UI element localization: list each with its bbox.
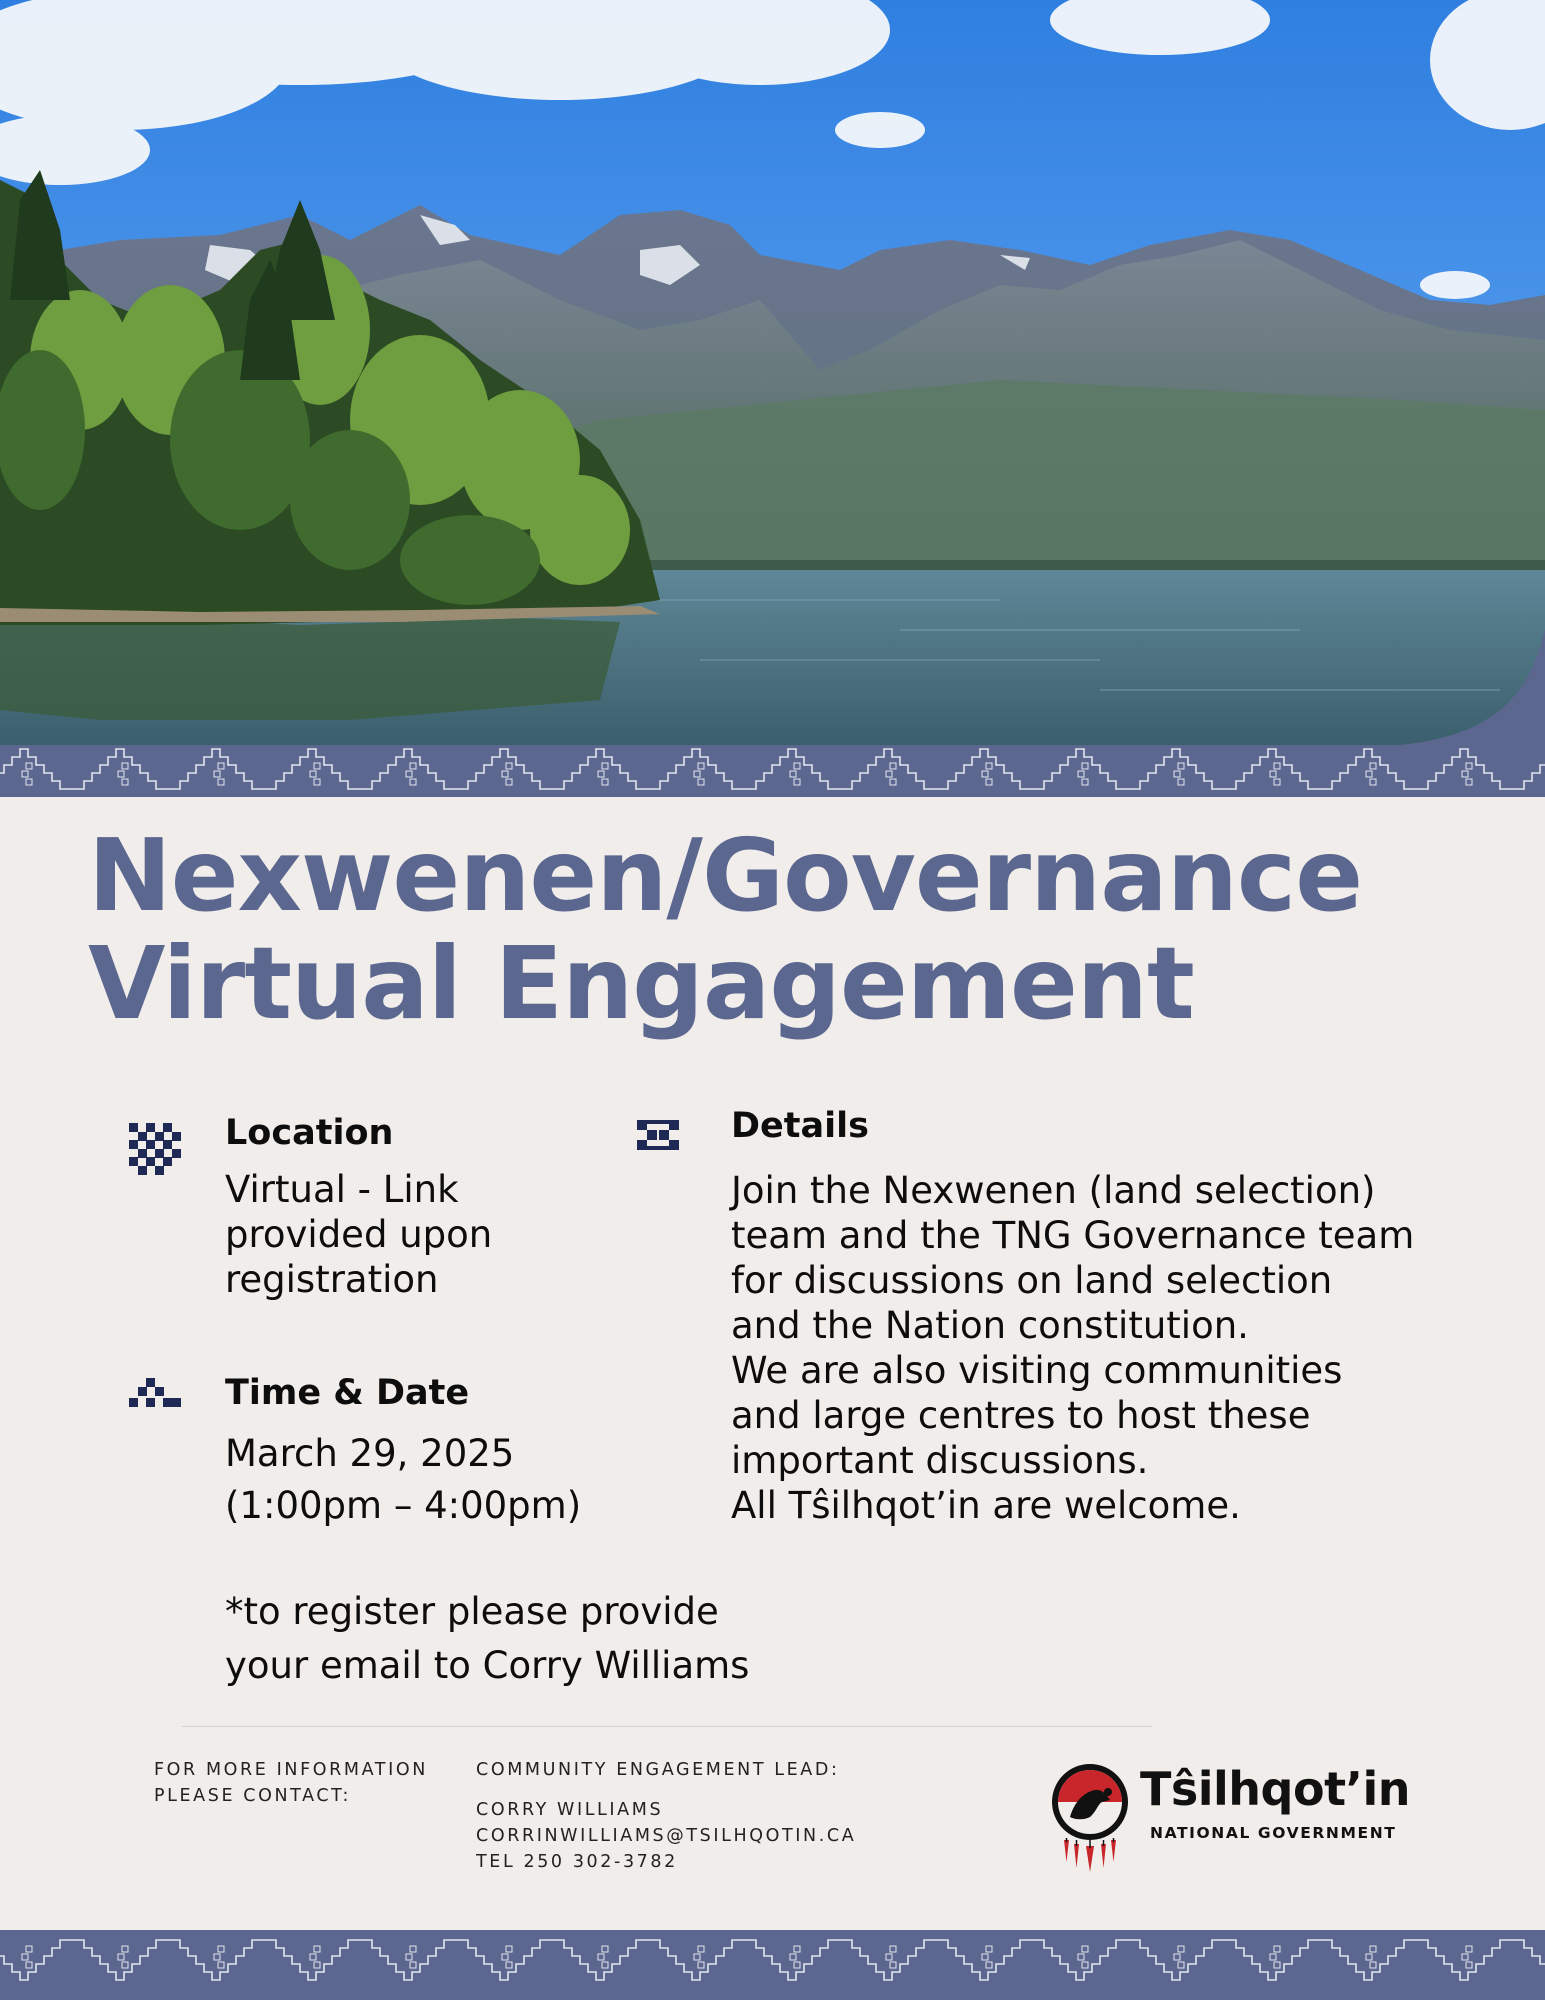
details-line: All Tŝilhqot’in are welcome. xyxy=(731,1484,1241,1527)
band-pattern-cell xyxy=(1370,1962,1376,1968)
location-line: registration xyxy=(225,1258,439,1301)
band-pattern-cell xyxy=(22,1954,28,1960)
band-pattern-cell xyxy=(1078,1954,1084,1960)
band-pattern-cell xyxy=(886,771,892,777)
contact-prompt xyxy=(154,1757,428,1809)
band-pattern-cell xyxy=(214,771,220,777)
top-pattern-band xyxy=(0,745,1545,797)
band-pattern-cell xyxy=(890,763,896,769)
title-line-1: Nexwenen/Governance xyxy=(88,817,1363,934)
band-pattern-cell xyxy=(1082,1962,1088,1968)
details-line: Join the Nexwenen (land selection) xyxy=(731,1169,1376,1212)
band-pattern-cell xyxy=(314,1946,320,1952)
band-pattern-cell xyxy=(602,779,608,785)
checkerboard-icon xyxy=(129,1123,181,1175)
band-pattern-cell xyxy=(982,771,988,777)
band-pattern-cell xyxy=(122,763,128,769)
band-pattern-cell xyxy=(506,1962,512,1968)
band-pattern-cell xyxy=(890,779,896,785)
band-pattern-cell xyxy=(698,1946,704,1952)
band-pattern-cell xyxy=(1462,1954,1468,1960)
location-line: Virtual - Link xyxy=(225,1168,459,1211)
band-pattern-cell xyxy=(118,1954,124,1960)
band-pattern-cell xyxy=(794,1962,800,1968)
band-pattern-cell xyxy=(122,1962,128,1968)
band-pattern-cell xyxy=(406,1954,412,1960)
band-pattern-cell xyxy=(406,771,412,777)
band-pattern-cell xyxy=(502,1954,508,1960)
band-pattern-cell xyxy=(118,771,124,777)
band-pattern-segment xyxy=(0,749,76,789)
band-pattern-cell xyxy=(986,763,992,769)
tng-logo xyxy=(1050,1762,1411,1872)
band-pattern-cell xyxy=(886,1954,892,1960)
time-date-heading: Time & Date xyxy=(225,1373,470,1413)
band-pattern-cell xyxy=(1466,1946,1472,1952)
details-line: important discussions. xyxy=(731,1439,1149,1482)
band-pattern-cell xyxy=(1078,771,1084,777)
band-pattern-cell xyxy=(1366,771,1372,777)
band-pattern-cell xyxy=(1462,771,1468,777)
band-pattern-cell xyxy=(790,1954,796,1960)
details-heading: Details xyxy=(731,1106,869,1146)
band-pattern-cell xyxy=(410,779,416,785)
band-pattern-cell xyxy=(26,1946,32,1952)
band-pattern-cell xyxy=(698,1962,704,1968)
band-pattern-cell xyxy=(1370,763,1376,769)
band-pattern-cell xyxy=(1466,763,1472,769)
band-pattern-cell xyxy=(502,771,508,777)
bowtie-pattern-icon xyxy=(637,1120,679,1150)
band-pattern-cell xyxy=(122,779,128,785)
band-pattern-cell xyxy=(698,763,704,769)
band-pattern-cell xyxy=(1174,771,1180,777)
bottom-pattern-band xyxy=(0,1930,1545,2000)
band-pattern-cell xyxy=(410,763,416,769)
band-pattern-cell xyxy=(1178,1946,1184,1952)
band-pattern-cell xyxy=(1274,1962,1280,1968)
band-pattern-cell xyxy=(26,779,32,785)
register-note xyxy=(225,1585,749,1693)
band-pattern-cell xyxy=(1366,1954,1372,1960)
location-line: provided upon xyxy=(225,1213,493,1256)
page-title xyxy=(88,817,1488,1042)
band-pattern-cell xyxy=(122,1946,128,1952)
band-pattern-cell xyxy=(602,1946,608,1952)
band-pattern-cell xyxy=(982,1954,988,1960)
band-pattern-cell xyxy=(694,771,700,777)
band-pattern-cell xyxy=(1270,771,1276,777)
stepped-pyramid-icon xyxy=(129,1378,181,1408)
band-pattern-cell xyxy=(410,1946,416,1952)
time-date-line: (1:00pm – 4:00pm) xyxy=(225,1484,582,1527)
details-line: and large centres to host these xyxy=(731,1394,1311,1437)
band-pattern-cell xyxy=(314,779,320,785)
band-pattern-cell xyxy=(22,771,28,777)
band-pattern-segment xyxy=(1516,749,1545,789)
band-pattern-cell xyxy=(790,771,796,777)
band-pattern-cell xyxy=(310,771,316,777)
lead-email-link[interactable]: CORRINWILLIAMS@TSILHQOTIN.CA xyxy=(476,1826,857,1846)
band-pattern-cell xyxy=(310,1954,316,1960)
band-pattern-cell xyxy=(1274,779,1280,785)
band-pattern-segment xyxy=(0,1940,76,1980)
title-line-2: Virtual Engagement xyxy=(88,925,1194,1042)
band-pattern-cell xyxy=(602,1962,608,1968)
lead-phone: TEL 250 302-3782 xyxy=(476,1852,678,1872)
band-pattern-cell xyxy=(410,1962,416,1968)
tng-emblem-icon xyxy=(1050,1762,1130,1872)
band-pattern-cell xyxy=(1082,1946,1088,1952)
band-pattern-cell xyxy=(506,763,512,769)
band-pattern-cell xyxy=(1370,779,1376,785)
hero-landscape-image xyxy=(0,0,1545,745)
band-pattern-cell xyxy=(794,763,800,769)
band-pattern-cell xyxy=(506,779,512,785)
band-pattern-cell xyxy=(1466,779,1472,785)
details-text xyxy=(731,1168,1414,1528)
footer-divider xyxy=(182,1726,1152,1727)
band-pattern-cell xyxy=(890,1962,896,1968)
band-pattern-cell xyxy=(314,763,320,769)
band-pattern-cell xyxy=(598,1954,604,1960)
band-pattern-cell xyxy=(890,1946,896,1952)
band-pattern-cell xyxy=(218,779,224,785)
register-line: *to register please provide xyxy=(225,1590,719,1633)
band-pattern-segment xyxy=(1516,1940,1545,1980)
band-pattern-cell xyxy=(1178,1962,1184,1968)
band-pattern-cell xyxy=(1270,1954,1276,1960)
contact-line: PLEASE CONTACT: xyxy=(154,1786,352,1806)
band-pattern-cell xyxy=(986,1962,992,1968)
band-pattern-cell xyxy=(1274,763,1280,769)
band-pattern-cell xyxy=(314,1962,320,1968)
details-line: team and the TNG Governance team xyxy=(731,1214,1415,1257)
details-line: We are also visiting communities xyxy=(731,1349,1343,1392)
band-pattern-cell xyxy=(26,1962,32,1968)
lead-name: CORRY WILLIAMS xyxy=(476,1800,664,1820)
location-text xyxy=(225,1167,492,1302)
band-pattern-cell xyxy=(794,779,800,785)
band-pattern-cell xyxy=(218,763,224,769)
band-pattern-cell xyxy=(1274,1946,1280,1952)
time-date-line: March 29, 2025 xyxy=(225,1432,515,1475)
band-pattern-cell xyxy=(694,1954,700,1960)
band-pattern-cell xyxy=(698,779,704,785)
logo-subtitle: NATIONAL GOVERNMENT xyxy=(1150,1824,1397,1842)
band-pattern-cell xyxy=(1466,1962,1472,1968)
register-line: your email to Corry Williams xyxy=(225,1644,750,1687)
band-pattern-cell xyxy=(986,1946,992,1952)
lead-label: COMMUNITY ENGAGEMENT LEAD: xyxy=(476,1760,840,1780)
band-pattern-cell xyxy=(1178,779,1184,785)
band-pattern-cell xyxy=(506,1946,512,1952)
time-date-text xyxy=(225,1428,581,1532)
contact-line: FOR MORE INFORMATION xyxy=(154,1760,428,1780)
band-pattern-cell xyxy=(1174,1954,1180,1960)
band-pattern-cell xyxy=(1370,1946,1376,1952)
lead-contact xyxy=(476,1797,856,1875)
band-pattern-cell xyxy=(602,763,608,769)
band-pattern-cell xyxy=(218,1946,224,1952)
band-pattern-cell xyxy=(794,1946,800,1952)
band-pattern-cell xyxy=(1178,763,1184,769)
details-line: for discussions on land selection xyxy=(731,1259,1333,1302)
band-pattern-cell xyxy=(214,1954,220,1960)
band-pattern-cell xyxy=(1082,779,1088,785)
band-pattern-cell xyxy=(598,771,604,777)
logo-name: Tŝilhqot’in xyxy=(1140,1762,1411,1816)
band-pattern-cell xyxy=(1082,763,1088,769)
location-heading: Location xyxy=(225,1113,394,1153)
details-line: and the Nation constitution. xyxy=(731,1304,1249,1347)
band-pattern-cell xyxy=(218,1962,224,1968)
band-pattern-cell xyxy=(986,779,992,785)
band-pattern-cell xyxy=(26,763,32,769)
